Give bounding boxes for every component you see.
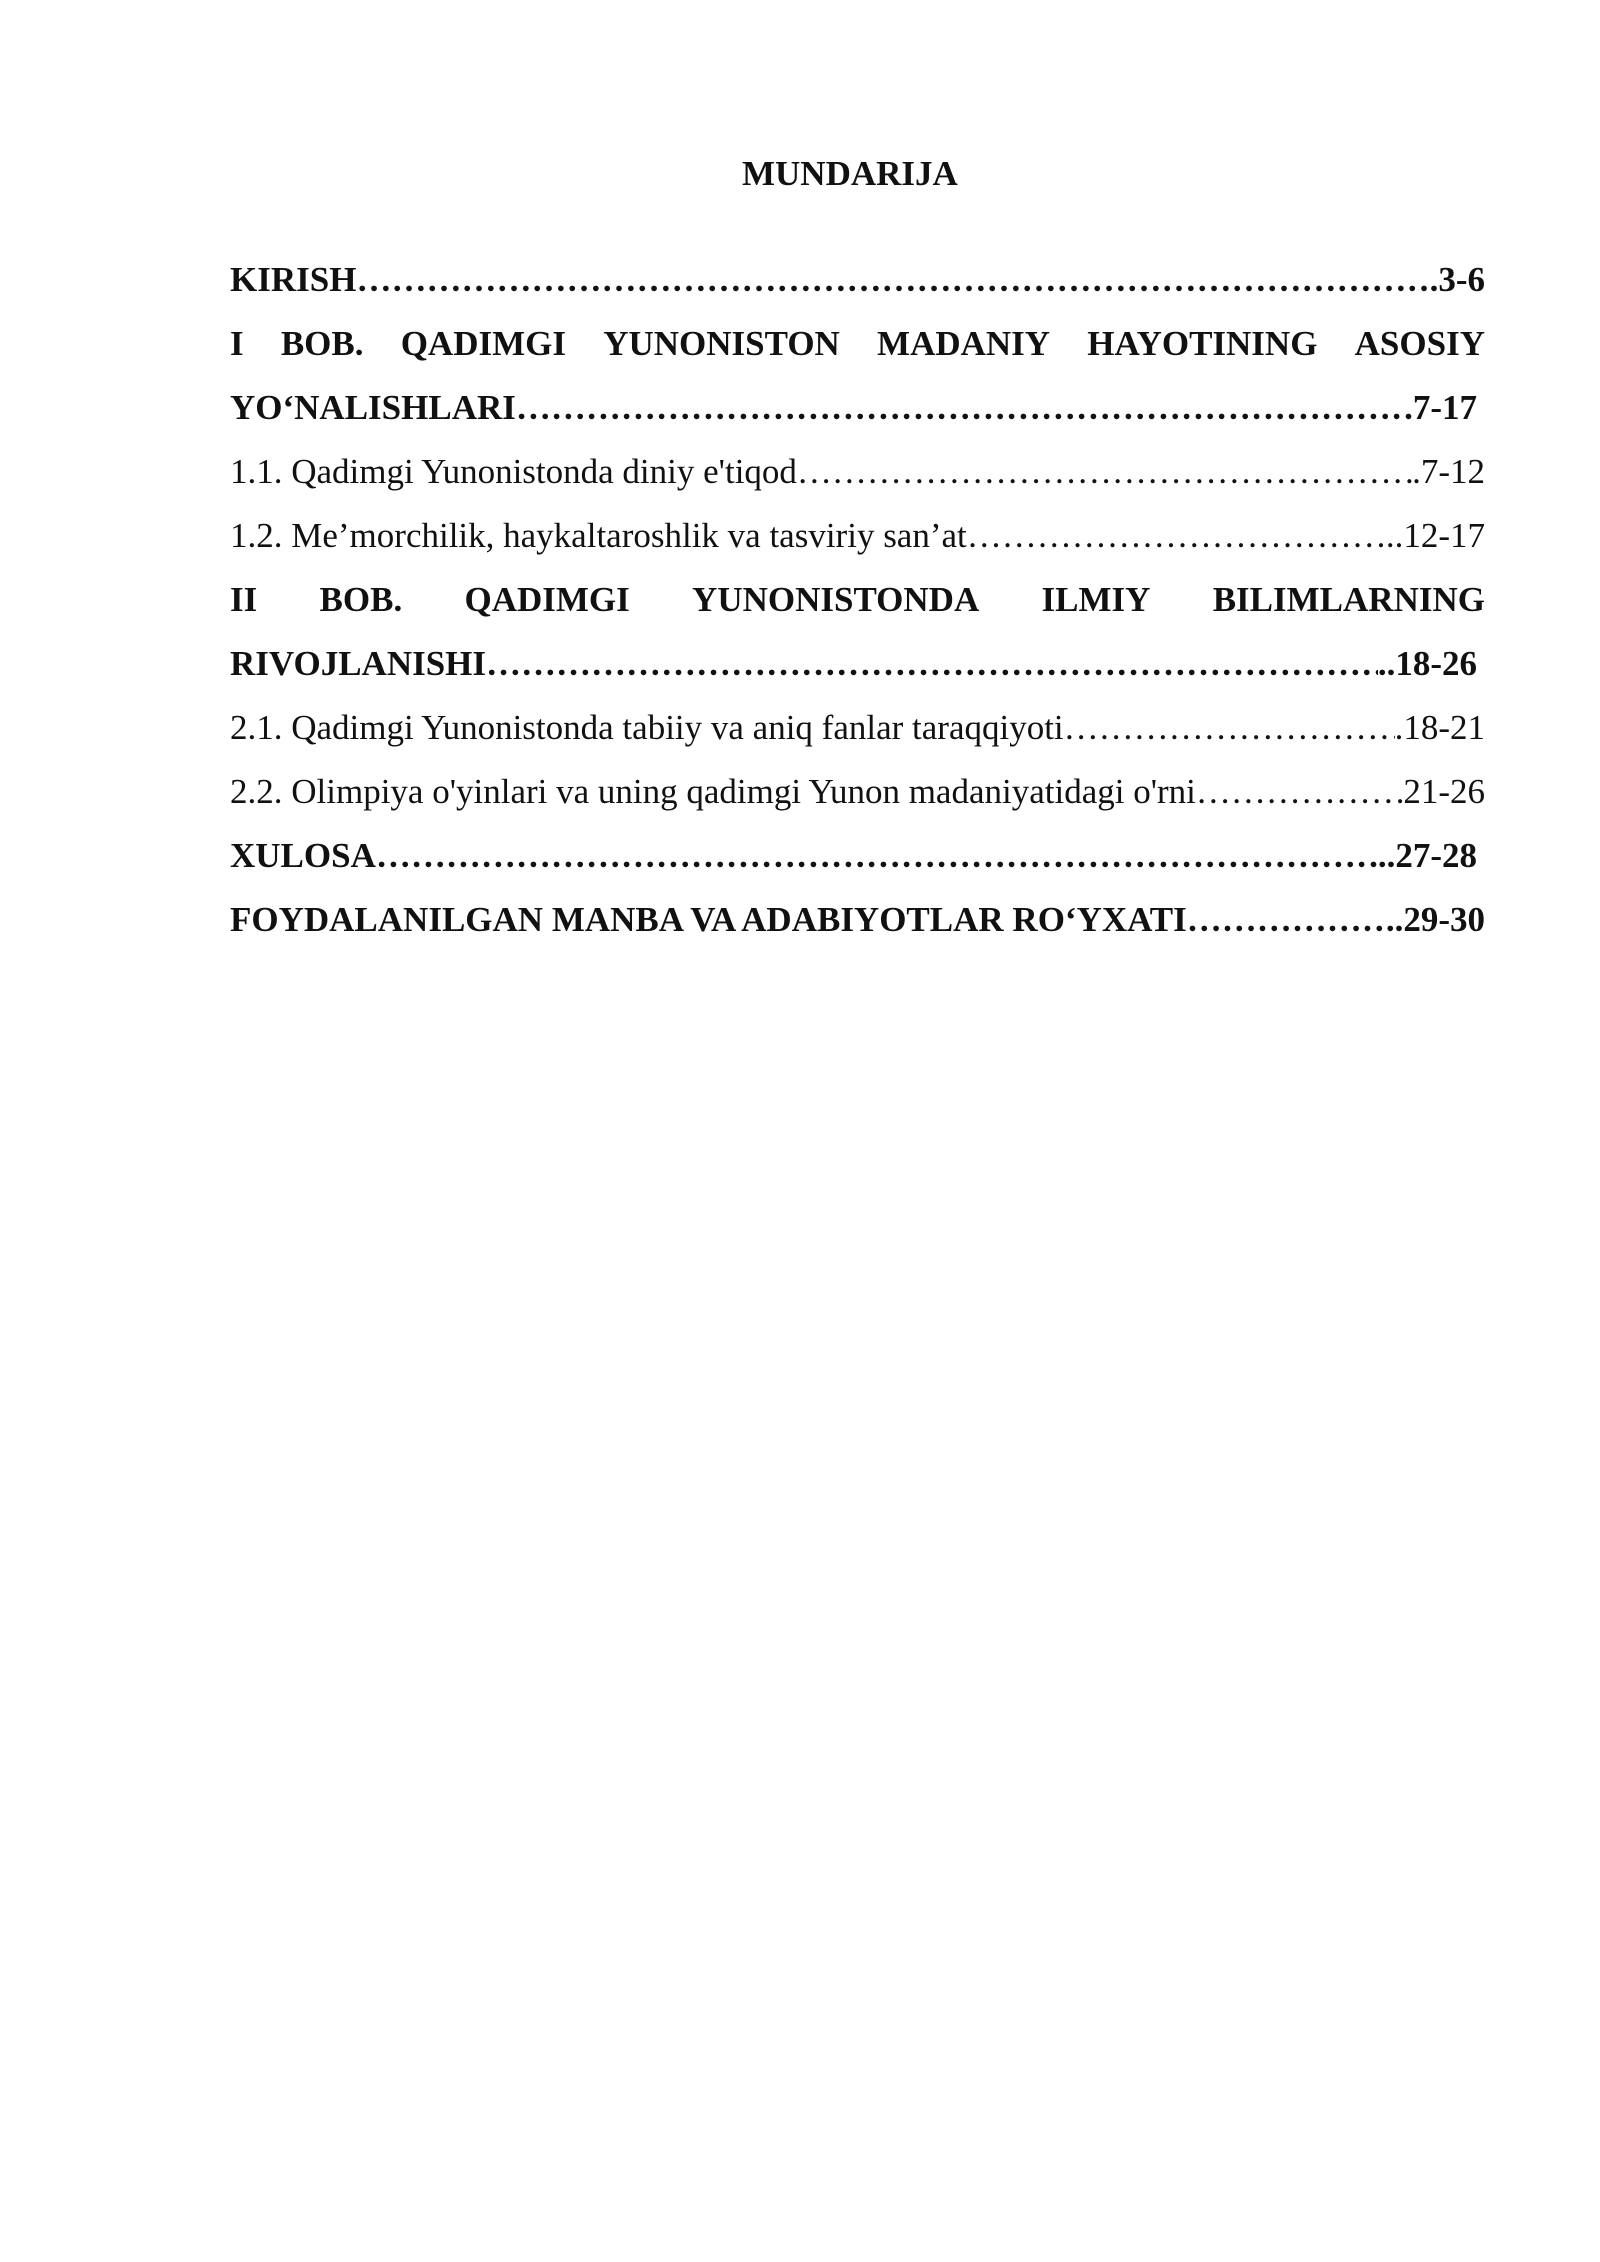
toc-entry-pages: .7-17 bbox=[1404, 388, 1477, 427]
toc-word: ASOSIY bbox=[1354, 324, 1485, 363]
toc-entry-section-1-1 bbox=[230, 440, 1485, 504]
toc-entry-pages: .3-6 bbox=[1429, 260, 1485, 299]
toc-entry-label: 2.2. Olimpiya o'yinlari va uning qadimgi Yunon madaniyatidagi o'rni bbox=[230, 772, 1196, 811]
toc-word: BOB. bbox=[319, 580, 403, 619]
toc-entry-pages: ..29-30 bbox=[1385, 900, 1485, 939]
dot-leader bbox=[1187, 888, 1386, 952]
toc-entry-pages: 21-26 bbox=[1403, 772, 1485, 811]
toc-entry-section-2-2 bbox=[230, 760, 1485, 824]
toc-entry-chapter-2 bbox=[230, 632, 1477, 696]
toc-word: ILMIY bbox=[1041, 580, 1151, 619]
toc-entry-kirish bbox=[230, 248, 1485, 312]
toc-word: YUNONISTONDA bbox=[692, 580, 980, 619]
toc-word: QADIMGI bbox=[464, 580, 630, 619]
toc-entry-pages: ..12-17 bbox=[1385, 516, 1485, 555]
dot-leader bbox=[486, 632, 1378, 696]
toc-entry-label: RIVOJLANISHI bbox=[230, 644, 487, 683]
toc-entry-bibliography bbox=[230, 888, 1485, 952]
toc-word: YUNONISTON bbox=[603, 324, 840, 363]
dot-leader bbox=[516, 376, 1404, 440]
toc-entry-chapter-1-title bbox=[230, 312, 1485, 376]
dot-leader bbox=[1196, 760, 1403, 824]
toc-entry-label: KIRISH bbox=[230, 260, 357, 299]
toc-word: MADANIY bbox=[877, 324, 1051, 363]
toc-word: II bbox=[230, 580, 258, 619]
toc-entry-section-1-2 bbox=[230, 504, 1485, 568]
toc-word: I bbox=[230, 324, 244, 363]
toc-word: QADIMGI bbox=[400, 324, 566, 363]
dot-leader bbox=[356, 248, 1429, 312]
table-of-contents bbox=[230, 248, 1485, 952]
toc-entry-chapter-2-title bbox=[230, 568, 1485, 632]
dot-leader bbox=[1064, 696, 1395, 760]
toc-title: MUNDARIJA bbox=[742, 154, 958, 193]
toc-entry-label: 1.1. Qadimgi Yunonistonda diniy e'tiqod bbox=[230, 452, 797, 491]
toc-entry-pages: ..18-26 bbox=[1377, 644, 1477, 683]
dot-leader bbox=[376, 824, 1369, 888]
toc-entry-pages: .7-12 bbox=[1412, 452, 1485, 491]
toc-entry-section-2-1 bbox=[230, 696, 1485, 760]
toc-entry-pages: .18-21 bbox=[1394, 708, 1485, 747]
toc-entry-label: FOYDALANILGAN MANBA VA ADABIYOTLAR RO‘YXATI bbox=[230, 900, 1187, 939]
dot-leader bbox=[967, 504, 1386, 568]
toc-word: HAYOTINING bbox=[1087, 324, 1318, 363]
dot-leader bbox=[797, 440, 1412, 504]
toc-word: BOB. bbox=[280, 324, 364, 363]
toc-entry-pages: ...27-28 bbox=[1369, 836, 1477, 875]
toc-entry-chapter-1 bbox=[230, 376, 1477, 440]
toc-entry-label: YO‘NALISHLARI bbox=[230, 388, 516, 427]
toc-entry-label: 1.2. Me’morchilik, haykaltaroshlik va tasviriy san’at bbox=[230, 516, 967, 555]
toc-entry-xulosa bbox=[230, 824, 1477, 888]
toc-entry-label: 2.1. Qadimgi Yunonistonda tabiiy va aniq fanlar taraqqiyoti bbox=[230, 708, 1064, 747]
toc-entry-label: XULOSA bbox=[230, 836, 376, 875]
toc-word: BILIMLARNING bbox=[1212, 580, 1485, 619]
